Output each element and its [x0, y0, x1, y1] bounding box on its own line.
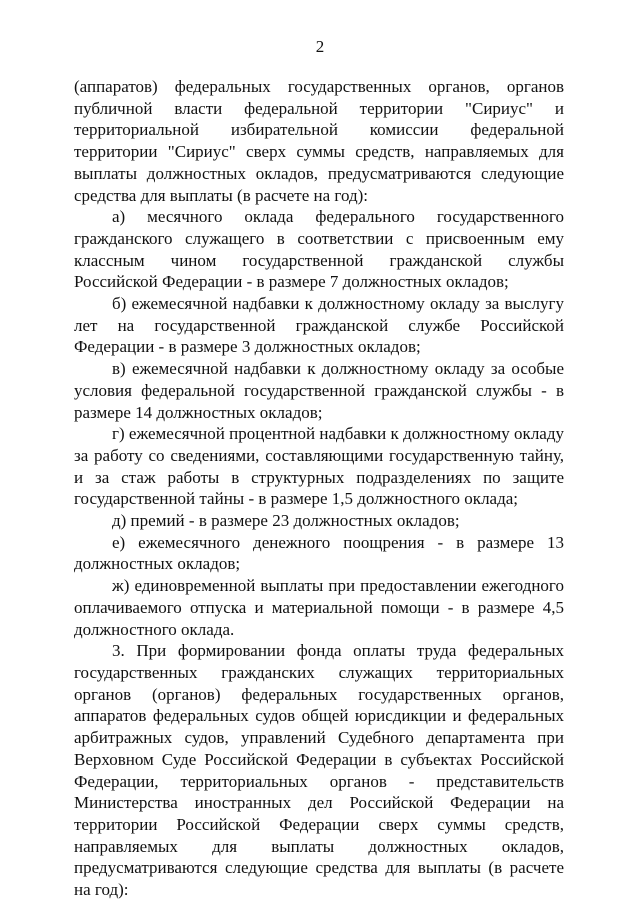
- paragraph-intro-continuation: (аппаратов) федеральных государственных органов, органов публичной власти федеральной территории "Сириус" и территориальной избирательной комиссии федеральной территории "Сириус" сверх суммы средств, направляемых для выплаты должностных окладов, предусматриваются следующие средства для выплаты (в расчете на год):: [74, 77, 564, 205]
- paragraph-item-g: г) ежемесячной процентной надбавки к должностному окладу за работу со сведениями, составляющими государственную тайну, и за стаж работы в структурных подразделениях по защите государственной тайны - в размере 1,5 должностного оклада;: [74, 424, 564, 509]
- paragraph-item-b: б) ежемесячной надбавки к должностному окладу за выслугу лет на государственной гражданской службе Российской Федерации - в размере 3 должностных окладов;: [74, 294, 564, 357]
- page-number: 2: [315, 37, 325, 56]
- paragraph-item-d: д) премий - в размере 23 должностных окладов;: [112, 511, 460, 531]
- paragraph-section-3: 3. При формировании фонда оплаты труда федеральных государственных гражданских служащих территориальных органов (органов) федеральных государственных органов, аппаратов федеральных судов общей юрисдикции и федеральных арбитражных судов, управлений Судебного департамента при Верховном Суде Российской Федерации в субъектах Российской Федерации, территориальных органов - представительств Министерства иностранных дел Российской Федерации на территории Российской Федерации сверх суммы средств, направляемых для выплаты должностных окладов, предусматриваются следующие средства для выплаты (в расчете на год):: [74, 641, 564, 900]
- paragraph-item-e: е) ежемесячного денежного поощрения - в размере 13 должностных окладов;: [74, 532, 564, 574]
- paragraph-item-zh: ж) единовременной выплаты при предоставлении ежегодного оплачиваемого отпуска и материальной помощи - в размере 4,5 должностного оклада.: [74, 576, 564, 639]
- document-body: [74, 76, 564, 901]
- paragraph-item-a: а) месячного оклада федерального государственного гражданского служащего в соответствии с присвоенным ему классным чином государственной гражданской службы Российской Федерации - в размере 7 должностных окладов;: [74, 207, 564, 292]
- paragraph-item-v: в) ежемесячной надбавки к должностному окладу за особые условия федеральной государственной гражданской службы - в размере 14 должностных окладов;: [74, 359, 564, 422]
